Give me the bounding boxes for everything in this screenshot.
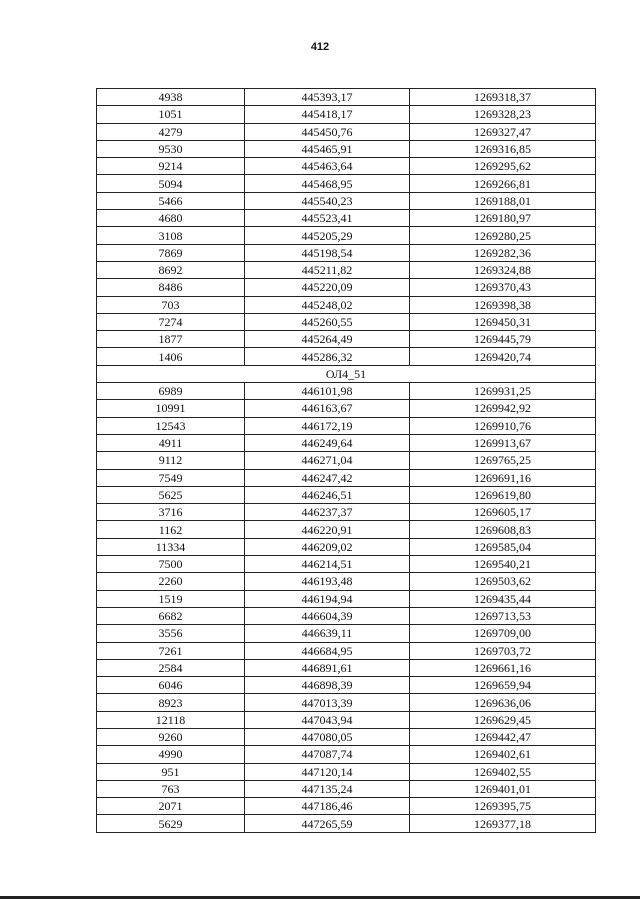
y-coordinate-cell: 1269608,83 — [410, 521, 596, 538]
x-coordinate-cell: 446247,42 — [245, 469, 410, 486]
table-row — [97, 538, 596, 555]
y-coordinate-cell: 1269691,16 — [410, 469, 596, 486]
point-number-cell: 7261 — [97, 642, 245, 659]
y-coordinate-cell: 1269765,25 — [410, 452, 596, 469]
y-coordinate-cell: 1269540,21 — [410, 556, 596, 573]
point-number-cell: 2071 — [97, 798, 245, 815]
table-row — [97, 642, 596, 659]
table-row — [97, 192, 596, 209]
point-number-cell: 6682 — [97, 607, 245, 624]
y-coordinate-cell: 1269402,61 — [410, 746, 596, 763]
table-row — [97, 625, 596, 642]
point-number-cell: 3716 — [97, 504, 245, 521]
x-coordinate-cell: 445205,29 — [245, 227, 410, 244]
y-coordinate-cell: 1269629,45 — [410, 711, 596, 728]
point-number-cell: 951 — [97, 763, 245, 780]
table-row — [97, 158, 596, 175]
table-row — [97, 677, 596, 694]
table-row — [97, 694, 596, 711]
x-coordinate-cell: 445198,54 — [245, 244, 410, 261]
table-row — [97, 434, 596, 451]
point-number-cell: 12543 — [97, 417, 245, 434]
point-number-cell: 4279 — [97, 123, 245, 140]
table-row — [97, 452, 596, 469]
y-coordinate-cell: 1269585,04 — [410, 538, 596, 555]
y-coordinate-cell: 1269913,67 — [410, 434, 596, 451]
table-row — [97, 417, 596, 434]
x-coordinate-cell: 446249,64 — [245, 434, 410, 451]
coordinates-table-body — [97, 89, 596, 833]
y-coordinate-cell: 1269636,06 — [410, 694, 596, 711]
table-row — [97, 175, 596, 192]
x-coordinate-cell: 446639,11 — [245, 625, 410, 642]
point-number-cell: 9260 — [97, 728, 245, 745]
point-number-cell: 4680 — [97, 210, 245, 227]
y-coordinate-cell: 1269619,80 — [410, 486, 596, 503]
x-coordinate-cell: 445264,49 — [245, 331, 410, 348]
y-coordinate-cell: 1269266,81 — [410, 175, 596, 192]
x-coordinate-cell: 446172,19 — [245, 417, 410, 434]
table-row — [97, 106, 596, 123]
y-coordinate-cell: 1269703,72 — [410, 642, 596, 659]
point-number-cell: 2584 — [97, 659, 245, 676]
table-row — [97, 227, 596, 244]
point-number-cell: 5625 — [97, 486, 245, 503]
y-coordinate-cell: 1269659,94 — [410, 677, 596, 694]
x-coordinate-cell: 446237,37 — [245, 504, 410, 521]
y-coordinate-cell: 1269713,53 — [410, 607, 596, 624]
x-coordinate-cell: 445393,17 — [245, 89, 410, 106]
point-number-cell: 3556 — [97, 625, 245, 642]
x-coordinate-cell: 445248,02 — [245, 296, 410, 313]
x-coordinate-cell: 445468,95 — [245, 175, 410, 192]
y-coordinate-cell: 1269709,00 — [410, 625, 596, 642]
point-number-cell: 763 — [97, 780, 245, 797]
point-number-cell: 1406 — [97, 348, 245, 365]
point-number-cell: 8486 — [97, 279, 245, 296]
table-row — [97, 590, 596, 607]
point-number-cell: 1051 — [97, 106, 245, 123]
x-coordinate-cell: 446891,61 — [245, 659, 410, 676]
table-row — [97, 400, 596, 417]
x-coordinate-cell: 447013,39 — [245, 694, 410, 711]
point-number-cell: 6989 — [97, 383, 245, 400]
x-coordinate-cell: 445286,32 — [245, 348, 410, 365]
table-row — [97, 573, 596, 590]
point-number-cell: 4911 — [97, 434, 245, 451]
table-row — [97, 313, 596, 330]
point-number-cell: 5629 — [97, 815, 245, 832]
table-row — [97, 780, 596, 797]
x-coordinate-cell: 445450,76 — [245, 123, 410, 140]
point-number-cell: 12118 — [97, 711, 245, 728]
point-number-cell: 703 — [97, 296, 245, 313]
table-row — [97, 504, 596, 521]
y-coordinate-cell: 1269402,55 — [410, 763, 596, 780]
table-row — [97, 556, 596, 573]
point-number-cell: 8923 — [97, 694, 245, 711]
point-number-cell: 7549 — [97, 469, 245, 486]
x-coordinate-cell: 445523,41 — [245, 210, 410, 227]
x-coordinate-cell: 447080,05 — [245, 728, 410, 745]
y-coordinate-cell: 1269661,16 — [410, 659, 596, 676]
point-number-cell: 6046 — [97, 677, 245, 694]
y-coordinate-cell: 1269420,74 — [410, 348, 596, 365]
table-row — [97, 210, 596, 227]
y-coordinate-cell: 1269942,92 — [410, 400, 596, 417]
x-coordinate-cell: 447043,94 — [245, 711, 410, 728]
y-coordinate-cell: 1269401,01 — [410, 780, 596, 797]
y-coordinate-cell: 1269445,79 — [410, 331, 596, 348]
point-number-cell: 5094 — [97, 175, 245, 192]
table-row — [97, 521, 596, 538]
x-coordinate-cell: 446193,48 — [245, 573, 410, 590]
point-number-cell: 7869 — [97, 244, 245, 261]
point-number-cell: 1877 — [97, 331, 245, 348]
y-coordinate-cell: 1269398,38 — [410, 296, 596, 313]
table-row — [97, 659, 596, 676]
x-coordinate-cell: 446898,39 — [245, 677, 410, 694]
point-number-cell: 2260 — [97, 573, 245, 590]
x-coordinate-cell: 446101,98 — [245, 383, 410, 400]
x-coordinate-cell: 446209,02 — [245, 538, 410, 555]
y-coordinate-cell: 1269328,23 — [410, 106, 596, 123]
x-coordinate-cell: 446214,51 — [245, 556, 410, 573]
table-row — [97, 469, 596, 486]
x-coordinate-cell: 447265,59 — [245, 815, 410, 832]
table-row — [97, 815, 596, 832]
point-number-cell: 1519 — [97, 590, 245, 607]
x-coordinate-cell: 446163,67 — [245, 400, 410, 417]
point-number-cell: 4990 — [97, 746, 245, 763]
point-number-cell: 3108 — [97, 227, 245, 244]
y-coordinate-cell: 1269370,43 — [410, 279, 596, 296]
y-coordinate-cell: 1269377,18 — [410, 815, 596, 832]
table-row — [97, 763, 596, 780]
x-coordinate-cell: 446684,95 — [245, 642, 410, 659]
point-number-cell: 11334 — [97, 538, 245, 555]
x-coordinate-cell: 446271,04 — [245, 452, 410, 469]
point-number-cell: 1162 — [97, 521, 245, 538]
table-row — [97, 279, 596, 296]
x-coordinate-cell: 445465,91 — [245, 140, 410, 157]
y-coordinate-cell: 1269450,31 — [410, 313, 596, 330]
y-coordinate-cell: 1269395,75 — [410, 798, 596, 815]
table-row — [97, 89, 596, 106]
table-row — [97, 331, 596, 348]
table-row — [97, 486, 596, 503]
table-row — [97, 607, 596, 624]
table-row — [97, 140, 596, 157]
y-coordinate-cell: 1269180,97 — [410, 210, 596, 227]
table-row — [97, 296, 596, 313]
x-coordinate-cell: 445211,82 — [245, 261, 410, 278]
x-coordinate-cell: 447135,24 — [245, 780, 410, 797]
x-coordinate-cell: 447087,74 — [245, 746, 410, 763]
y-coordinate-cell: 1269282,36 — [410, 244, 596, 261]
x-coordinate-cell: 446220,91 — [245, 521, 410, 538]
y-coordinate-cell: 1269295,62 — [410, 158, 596, 175]
table-row — [97, 746, 596, 763]
y-coordinate-cell: 1269324,88 — [410, 261, 596, 278]
y-coordinate-cell: 1269188,01 — [410, 192, 596, 209]
table-row — [97, 728, 596, 745]
point-number-cell: 10991 — [97, 400, 245, 417]
y-coordinate-cell: 1269910,76 — [410, 417, 596, 434]
point-number-cell: 7500 — [97, 556, 245, 573]
y-coordinate-cell: 1269280,25 — [410, 227, 596, 244]
section-label: ОЛ4_51 — [97, 365, 596, 382]
x-coordinate-cell: 446194,94 — [245, 590, 410, 607]
table-row — [97, 798, 596, 815]
x-coordinate-cell: 447186,46 — [245, 798, 410, 815]
point-number-cell: 9112 — [97, 452, 245, 469]
section-row — [97, 365, 596, 382]
table-row — [97, 123, 596, 140]
table-row — [97, 348, 596, 365]
y-coordinate-cell: 1269318,37 — [410, 89, 596, 106]
y-coordinate-cell: 1269316,85 — [410, 140, 596, 157]
point-number-cell: 4938 — [97, 89, 245, 106]
point-number-cell: 8692 — [97, 261, 245, 278]
point-number-cell: 7274 — [97, 313, 245, 330]
y-coordinate-cell: 1269931,25 — [410, 383, 596, 400]
table-row — [97, 383, 596, 400]
x-coordinate-cell: 446246,51 — [245, 486, 410, 503]
table-row — [97, 711, 596, 728]
y-coordinate-cell: 1269605,17 — [410, 504, 596, 521]
point-number-cell: 5466 — [97, 192, 245, 209]
point-number-cell: 9530 — [97, 140, 245, 157]
x-coordinate-cell: 445463,64 — [245, 158, 410, 175]
x-coordinate-cell: 445540,23 — [245, 192, 410, 209]
y-coordinate-cell: 1269503,62 — [410, 573, 596, 590]
y-coordinate-cell: 1269442,47 — [410, 728, 596, 745]
x-coordinate-cell: 446604,39 — [245, 607, 410, 624]
y-coordinate-cell: 1269327,47 — [410, 123, 596, 140]
x-coordinate-cell: 447120,14 — [245, 763, 410, 780]
y-coordinate-cell: 1269435,44 — [410, 590, 596, 607]
point-number-cell: 9214 — [97, 158, 245, 175]
coordinates-table — [96, 88, 596, 833]
page-number: 412 — [310, 41, 330, 53]
table-row — [97, 261, 596, 278]
x-coordinate-cell: 445260,55 — [245, 313, 410, 330]
table-row — [97, 244, 596, 261]
x-coordinate-cell: 445220,09 — [245, 279, 410, 296]
x-coordinate-cell: 445418,17 — [245, 106, 410, 123]
